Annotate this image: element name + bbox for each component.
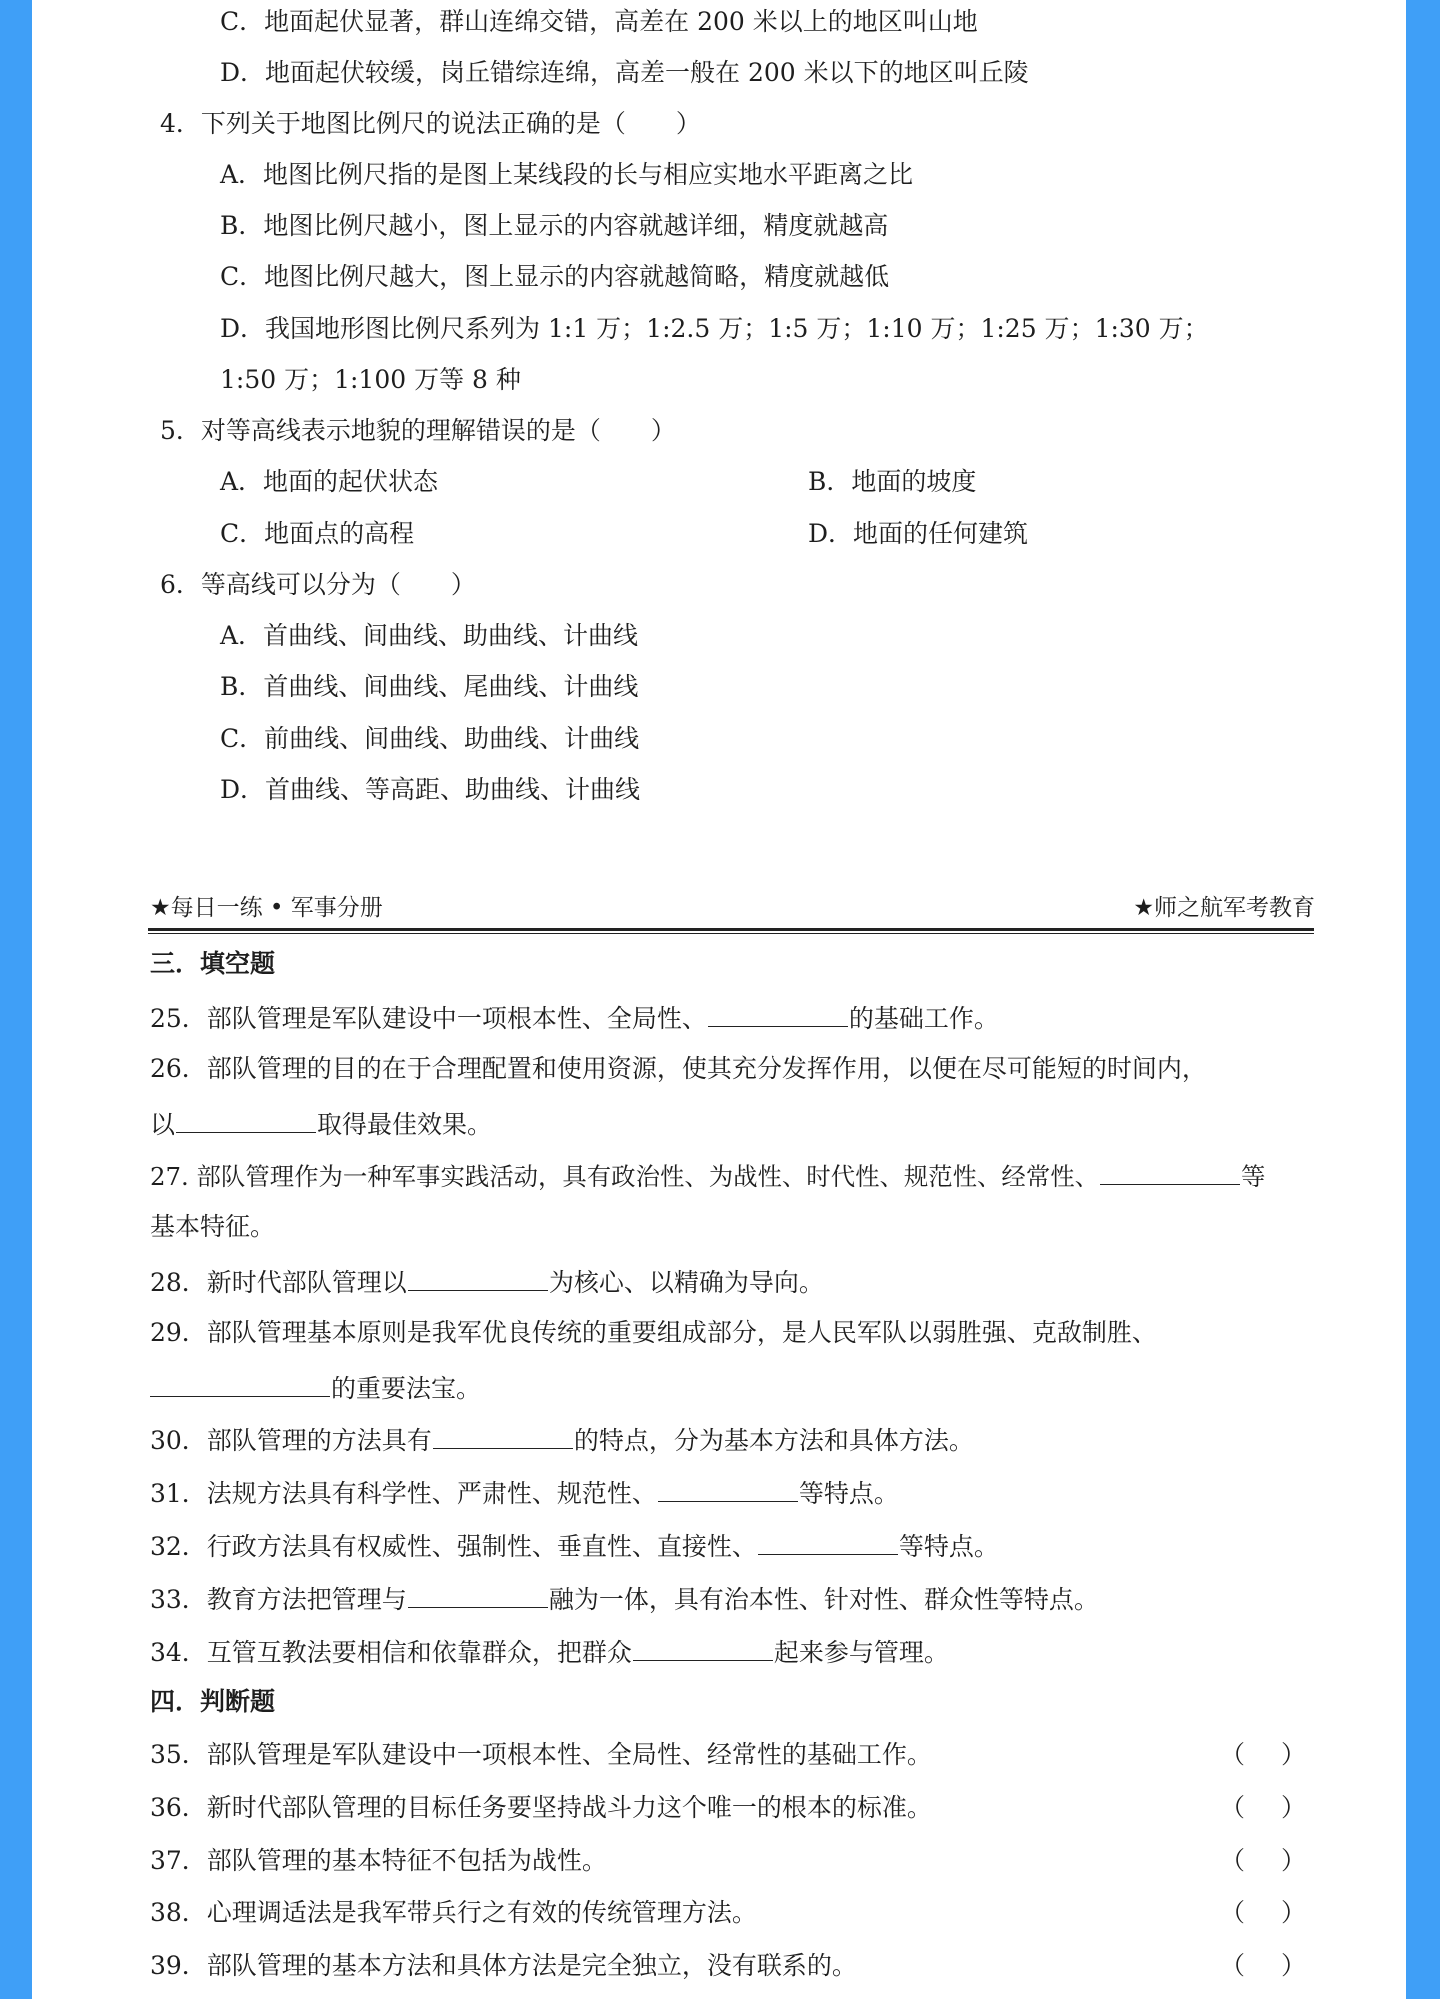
q27-line1: 27. 部队管理作为一种军事实践活动，具有政治性、为战性、时代性、规范性、经常性、 等 bbox=[150, 1158, 1265, 1193]
blank[interactable] bbox=[433, 1422, 573, 1449]
blank[interactable] bbox=[150, 1370, 330, 1397]
blank[interactable] bbox=[758, 1528, 898, 1555]
section-judge-title: 四．判断题 bbox=[150, 1687, 276, 1716]
q31: 31．法规方法具有科学性、严肃性、规范性、 等特点。 bbox=[150, 1475, 899, 1510]
q6-stem: 6．等高线可以分为（ ） bbox=[160, 570, 476, 599]
q3-option-c: C．地面起伏显著，群山连绵交错，高差在 200 米以上的地区叫山地 bbox=[220, 7, 978, 36]
blank[interactable] bbox=[1100, 1158, 1240, 1185]
q37: 37．部队管理的基本特征不包括为战性。 bbox=[150, 1846, 607, 1875]
q6-option-d: D．首曲线、等高距、助曲线、计曲线 bbox=[220, 775, 641, 804]
q6-option-a: A．首曲线、间曲线、助曲线、计曲线 bbox=[220, 621, 639, 650]
answer-parens[interactable]: （ ） bbox=[1220, 1846, 1306, 1875]
q27-line2: 基本特征。 bbox=[150, 1212, 276, 1241]
blank[interactable] bbox=[408, 1264, 548, 1291]
q39: 39．部队管理的基本方法和具体方法是完全独立，没有联系的。 bbox=[150, 1951, 857, 1980]
q38: 38．心理调适法是我军带兵行之有效的传统管理方法。 bbox=[150, 1898, 757, 1927]
q29-line1: 29．部队管理基本原则是我军优良传统的重要组成部分，是人民军队以弱胜强、克敌制胜、 bbox=[150, 1318, 1157, 1347]
page-content bbox=[32, 0, 1406, 1999]
q4-option-c: C．地图比例尺越大，图上显示的内容就越简略，精度就越低 bbox=[220, 262, 890, 291]
blank[interactable] bbox=[633, 1634, 773, 1661]
blank[interactable] bbox=[658, 1475, 798, 1502]
header-rule-thin bbox=[148, 933, 1314, 934]
q5-stem: 5．对等高线表示地貌的理解错误的是（ ） bbox=[160, 416, 676, 445]
q32: 32．行政方法具有权威性、强制性、垂直性、直接性、 等特点。 bbox=[150, 1528, 999, 1563]
q26-line1: 26．部队管理的目的在于合理配置和使用资源，使其充分发挥作用，以便在尽可能短的时间内， bbox=[150, 1054, 1207, 1083]
header-series-title: ★每日一练 • 军事分册 bbox=[150, 895, 383, 921]
answer-parens[interactable]: （ ） bbox=[1220, 1793, 1306, 1822]
q6-option-c: C．前曲线、间曲线、助曲线、计曲线 bbox=[220, 724, 640, 753]
q4-option-d-continued: 1:50 万；1:100 万等 8 种 bbox=[220, 365, 521, 394]
header-rule-thick bbox=[148, 928, 1314, 931]
q29-line2: 的重要法宝。 bbox=[150, 1370, 481, 1405]
q5-option-a: A．地面的起伏状态 bbox=[220, 467, 439, 496]
q4-option-a: A．地图比例尺指的是图上某线段的长与相应实地水平距离之比 bbox=[220, 160, 914, 189]
q25: 25．部队管理是军队建设中一项根本性、全局性、 的基础工作。 bbox=[150, 1000, 999, 1035]
q35: 35．部队管理是军队建设中一项根本性、全局性、经常性的基础工作。 bbox=[150, 1740, 932, 1769]
q36: 36．新时代部队管理的目标任务要坚持战斗力这个唯一的根本的标准。 bbox=[150, 1793, 932, 1822]
blank[interactable] bbox=[408, 1581, 548, 1608]
q33: 33．教育方法把管理与 融为一体，具有治本性、针对性、群众性等特点。 bbox=[150, 1581, 1099, 1616]
answer-parens[interactable]: （ ） bbox=[1220, 1898, 1306, 1927]
q6-option-b: B．首曲线、间曲线、尾曲线、计曲线 bbox=[220, 672, 639, 701]
q28: 28．新时代部队管理以 为核心、以精确为导向。 bbox=[150, 1264, 824, 1299]
document-page bbox=[32, 0, 1406, 1999]
q4-stem: 4．下列关于地图比例尺的说法正确的是（ ） bbox=[160, 109, 701, 138]
q3-option-d: D．地面起伏较缓，岗丘错综连绵，高差一般在 200 米以下的地区叫丘陵 bbox=[220, 58, 1029, 87]
q34: 34．互管互教法要相信和依靠群众，把群众 起来参与管理。 bbox=[150, 1634, 949, 1669]
q30: 30．部队管理的方法具有 的特点，分为基本方法和具体方法。 bbox=[150, 1422, 974, 1457]
q5-option-c: C．地面点的高程 bbox=[220, 519, 415, 548]
header-publisher: ★师之航军考教育 bbox=[1133, 895, 1315, 921]
q5-option-b: B．地面的坡度 bbox=[808, 467, 977, 496]
q4-option-d: D．我国地形图比例尺系列为 1:1 万；1:2.5 万；1:5 万；1:10 万；1:25 万；1:30 万； bbox=[220, 314, 1209, 343]
blank[interactable] bbox=[176, 1106, 316, 1133]
blank[interactable] bbox=[708, 1000, 848, 1027]
section-fill-in-title: 三．填空题 bbox=[150, 949, 276, 978]
answer-parens[interactable]: （ ） bbox=[1220, 1740, 1306, 1769]
q26-line2: 以 取得最佳效果。 bbox=[150, 1106, 492, 1141]
q4-option-b: B．地图比例尺越小，图上显示的内容就越详细，精度就越高 bbox=[220, 211, 889, 240]
q5-option-d: D．地面的任何建筑 bbox=[808, 519, 1029, 548]
answer-parens[interactable]: （ ） bbox=[1220, 1951, 1306, 1980]
